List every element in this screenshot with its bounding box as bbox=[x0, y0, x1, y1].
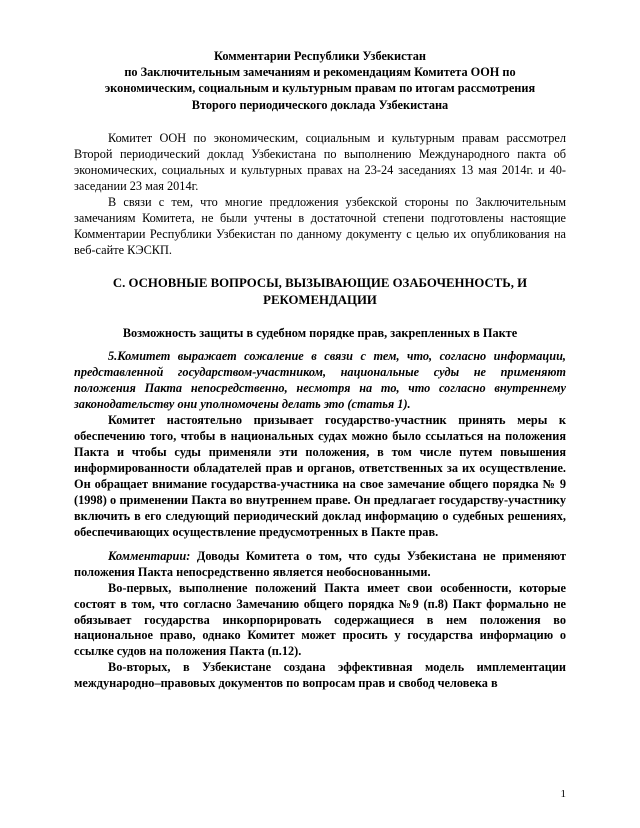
sub-heading: Возможность защиты в судебном порядке прав, закрепленных в Пакте bbox=[122, 325, 518, 340]
secondly-lead-label: Во-вторых, bbox=[108, 660, 171, 675]
spacer bbox=[74, 123, 566, 131]
secondly-text: в Узбекистане создана эффективная модель имплементации международно–правовых документов по вопросам прав и свобод человека в bbox=[74, 660, 566, 691]
title-line-2: по Заключительным замечаниям и рекомендациям Комитета ООН по bbox=[124, 65, 516, 80]
section-heading-line-1: C. ОСНОВНЫЕ ВОПРОСЫ, ВЫЗЫВАЮЩИЕ ОЗАБОЧЕННОСТЬ, И bbox=[112, 275, 528, 290]
paragraph-firstly bbox=[74, 581, 566, 661]
comments-intro-text: Доводы Комитета о том, что суды Узбекистана не применяют положения Пакта непосредственно является необоснованными. bbox=[74, 548, 566, 579]
document-title bbox=[74, 48, 566, 113]
paragraph-committee-urges: Комитет настоятельно призывает государство-участник принять меры к обеспечению того, чтобы в национальных судах можно было ссылаться на положения Пакта и чтобы суды применяли эти положения, в том числе путем повышения информированности обладателей прав и органов, ответственных за их осуществление. Он обращает внимание государства-участника на свое замечание общего порядка № 9 (1998) о применении Пакта во внутреннем праве. Он предлагает государству-участнику включить в его следующий периодический доклад информацию о судебных решениях, обеспечивающих осуществление предусмотренных в Пакте прав. bbox=[74, 412, 566, 539]
spacer bbox=[74, 341, 566, 349]
title-line-1: Комментарии Республики Узбекистан bbox=[214, 49, 426, 63]
firstly-lead-label: Во-первых, bbox=[108, 580, 172, 595]
title-line-4: Второго периодического доклада Узбекистана bbox=[191, 97, 449, 112]
page-number: 1 bbox=[560, 788, 566, 800]
section-heading-line-2: РЕКОМЕНДАЦИИ bbox=[263, 292, 377, 307]
paragraph-secondly bbox=[74, 660, 566, 692]
title-line-3: экономическим, социальным и культурным правам по итогам рассмотрения bbox=[104, 81, 536, 96]
firstly-text: выполнение положений Пакта имеет свои особенности, которые состоят в том, что согласно Замечанию общего порядка №9 (п.8) Пакт формально не обязывает государства инкорпорировать содержащиеся в нем положения во национальное право, однако Комитет может просить у государства информацию о ссылке судов на положения Пакта (п.12). bbox=[74, 580, 566, 659]
comments-lead-label: Комментарии: bbox=[108, 548, 191, 563]
paragraph-intro-2: В связи с тем, что многие предложения узбекской стороны по Заключительным замечаниям Комитета, не были учтены в достаточной степени подготовлены настоящие Комментарии Республики Узбекистан по данному документу с целью их опубликования на веб-сайте КЭСКП. bbox=[74, 194, 566, 257]
spacer bbox=[74, 541, 566, 549]
paragraph-intro-1: Комитет ООН по экономическим, социальным и культурным правам рассмотрел Второй периодический доклад Узбекистана по выполнению Международного пакта об экономических, социальных и культурных правах на 23-24 заседаниях 13 мая 2014г. и 40-заседании 23 мая 2014г. bbox=[74, 130, 566, 193]
paragraph-committee-regret: 5.Комитет выражает сожаление в связи с тем, что, согласно информации, представленной государством-участником, национальные суды не применяют положения Пакта непосредственно, несмотря на то, что согласно внутреннему законодательству они уполномочены делать это (статья 1). bbox=[74, 348, 566, 411]
paragraph-comments-intro bbox=[74, 549, 566, 581]
